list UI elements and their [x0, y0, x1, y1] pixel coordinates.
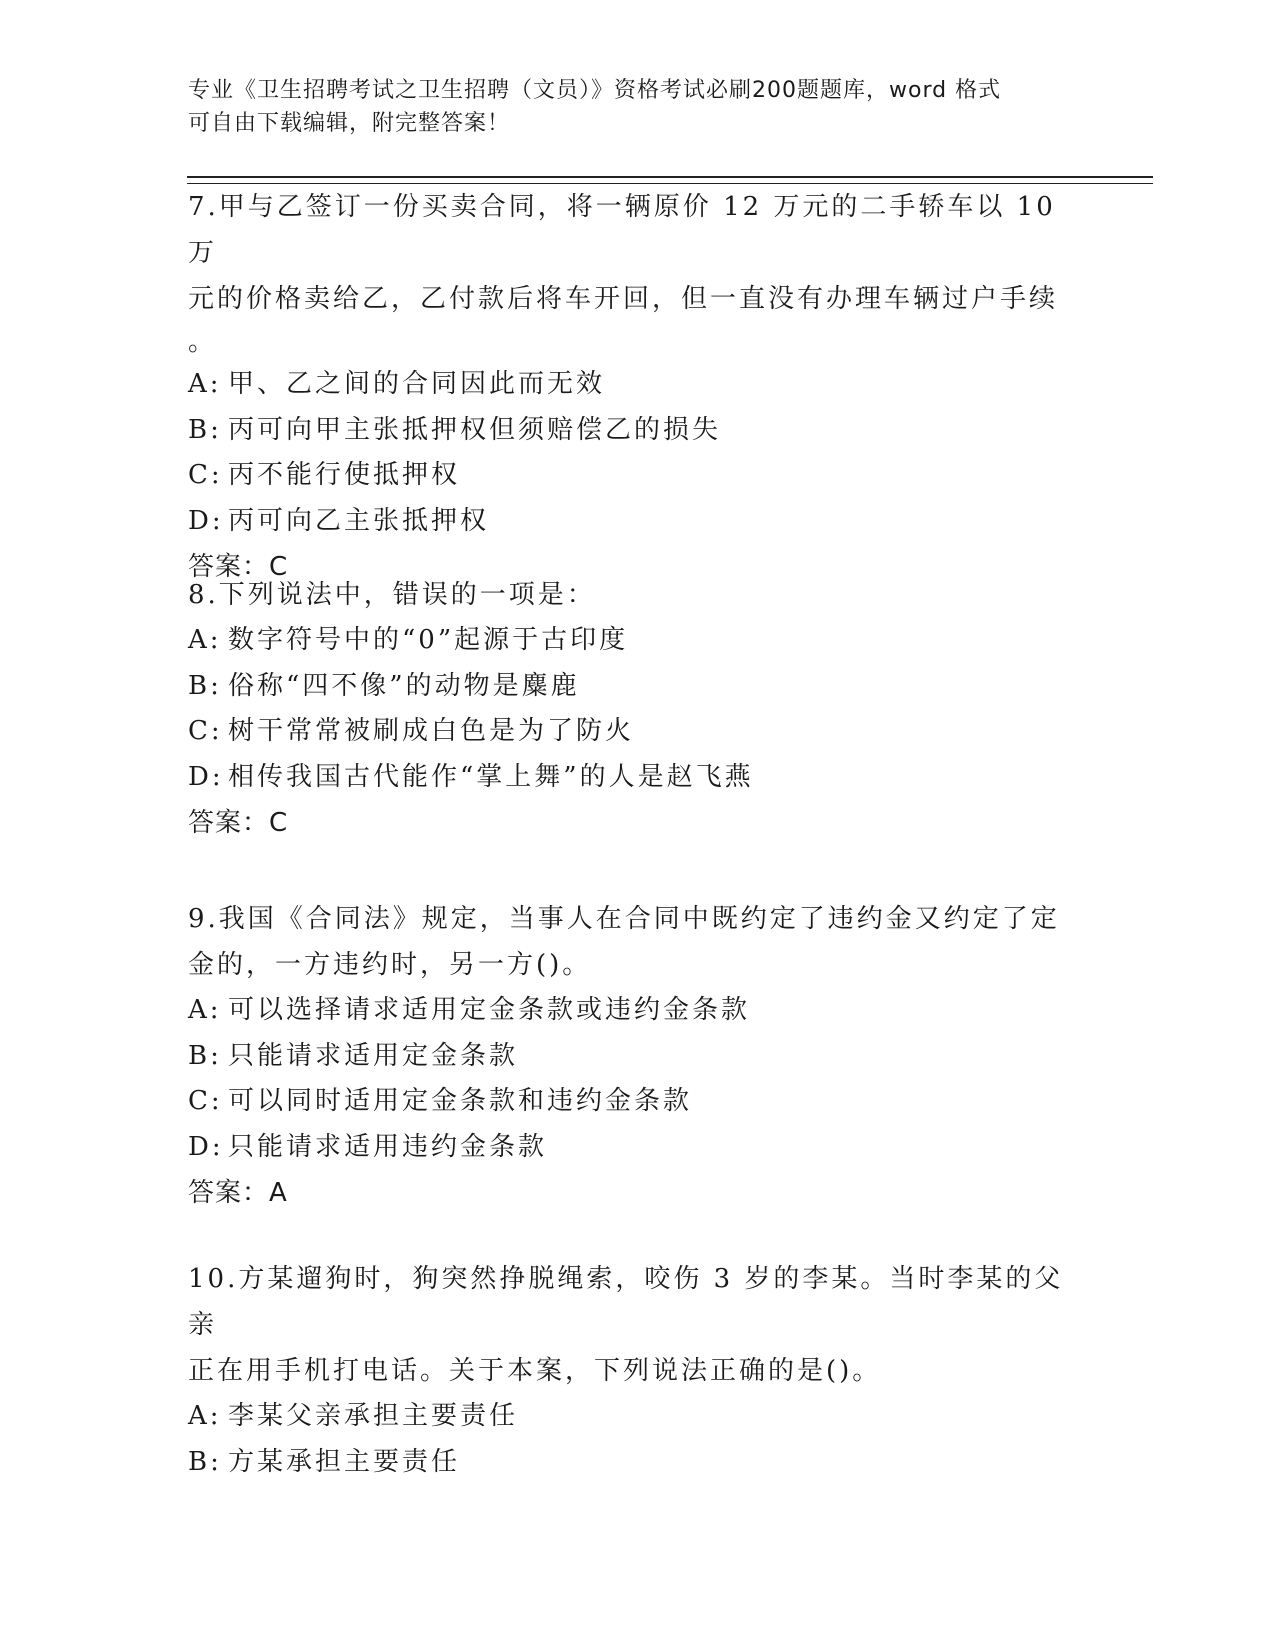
- question-10: [188, 1256, 1088, 1485]
- option-text: 俗称“四不像”的动物是麋鹿: [228, 670, 580, 701]
- option-a: [188, 988, 1088, 1034]
- question-stem-line: 金的，一方违约时，另一方()。: [188, 950, 592, 980]
- question-stem-line: 10.方某遛狗时，狗突然挣脱绳索，咬伤 3 岁的李某。当时李某的父亲: [188, 1264, 1064, 1340]
- option-letter: B:: [188, 670, 222, 701]
- option-b: [188, 664, 1088, 710]
- option-letter: B:: [188, 1446, 222, 1477]
- answer-line: 答案：C: [188, 552, 289, 582]
- option-c: [188, 709, 1088, 755]
- option-c: [188, 1079, 1088, 1125]
- option-text: 方某承担主要责任: [228, 1446, 461, 1477]
- option-text: 相传我国古代能作“掌上舞”的人是赵飞燕: [228, 761, 754, 792]
- option-letter: D:: [188, 1131, 224, 1162]
- option-text: 可以选择请求适用定金条款或违约金条款: [228, 995, 751, 1025]
- question-7: [188, 184, 1088, 590]
- option-text: 数字符号中的“0”起源于古印度: [228, 625, 629, 655]
- option-c: [188, 453, 1088, 499]
- option-letter: B:: [188, 1040, 222, 1071]
- option-text: 李某父亲承担主要责任: [228, 1401, 519, 1431]
- option-text: 丙可向乙主张抵押权: [228, 505, 490, 536]
- question-stem-line: 9.我国《合同法》规定，当事人在合同中既约定了违约金又约定了定: [188, 904, 1060, 934]
- question-stem-line: 7.甲与乙签订一份买卖合同，将一辆原价 12 万元的二手轿车以 10 万: [188, 192, 1056, 268]
- option-a: [188, 362, 1088, 408]
- option-text: 可以同时适用定金条款和违约金条款: [228, 1086, 693, 1116]
- header-rule-thick: [187, 176, 1153, 178]
- option-b: [188, 1034, 1088, 1080]
- header-line-1: 专业《卫生招聘考试之卫生招聘（文员）》资格考试必刷200题题库，word 格式: [188, 78, 1002, 103]
- option-text: 丙可向甲主张抵押权但须赔偿乙的损失: [228, 414, 722, 445]
- option-letter: C:: [188, 716, 223, 746]
- option-letter: C:: [188, 1086, 223, 1116]
- option-letter: D:: [188, 761, 224, 792]
- option-letter: D:: [188, 505, 224, 536]
- option-a: [188, 618, 1088, 664]
- option-letter: A:: [188, 369, 222, 399]
- answer-line: 答案：C: [188, 808, 289, 838]
- option-text: 丙不能行使抵押权: [228, 460, 461, 490]
- option-letter: A:: [188, 625, 222, 655]
- question-stem-line: 。: [188, 327, 218, 357]
- option-text: 甲、乙之间的合同因此而无效: [228, 369, 606, 399]
- option-d: [188, 499, 1088, 545]
- option-letter: B:: [188, 414, 222, 445]
- header-line-2: 可自由下载编辑，附完整答案！: [188, 111, 511, 136]
- option-b: [188, 1440, 1088, 1486]
- option-d: [188, 1125, 1088, 1171]
- question-9: [188, 896, 1088, 1216]
- question-stem-line: 正在用手机打电话。关于本案，下列说法正确的是()。: [188, 1356, 882, 1386]
- question-8: [188, 572, 1088, 846]
- option-a: [188, 1394, 1088, 1440]
- option-text: 树干常常被刷成白色是为了防火: [228, 716, 635, 746]
- option-letter: C:: [188, 460, 223, 490]
- option-d: [188, 755, 1088, 801]
- option-b: [188, 408, 1088, 454]
- question-stem-line: 元的价格卖给乙，乙付款后将车开回，但一直没有办理车辆过户手续: [188, 284, 1059, 314]
- answer-line: 答案：A: [188, 1178, 288, 1208]
- option-letter: A:: [188, 1401, 222, 1431]
- document-header: [188, 74, 1068, 140]
- option-text: 只能请求适用违约金条款: [228, 1131, 548, 1162]
- option-text: 只能请求适用定金条款: [228, 1040, 519, 1071]
- question-stem-line: 8.下列说法中，错误的一项是：: [188, 580, 596, 610]
- option-letter: A:: [188, 995, 222, 1025]
